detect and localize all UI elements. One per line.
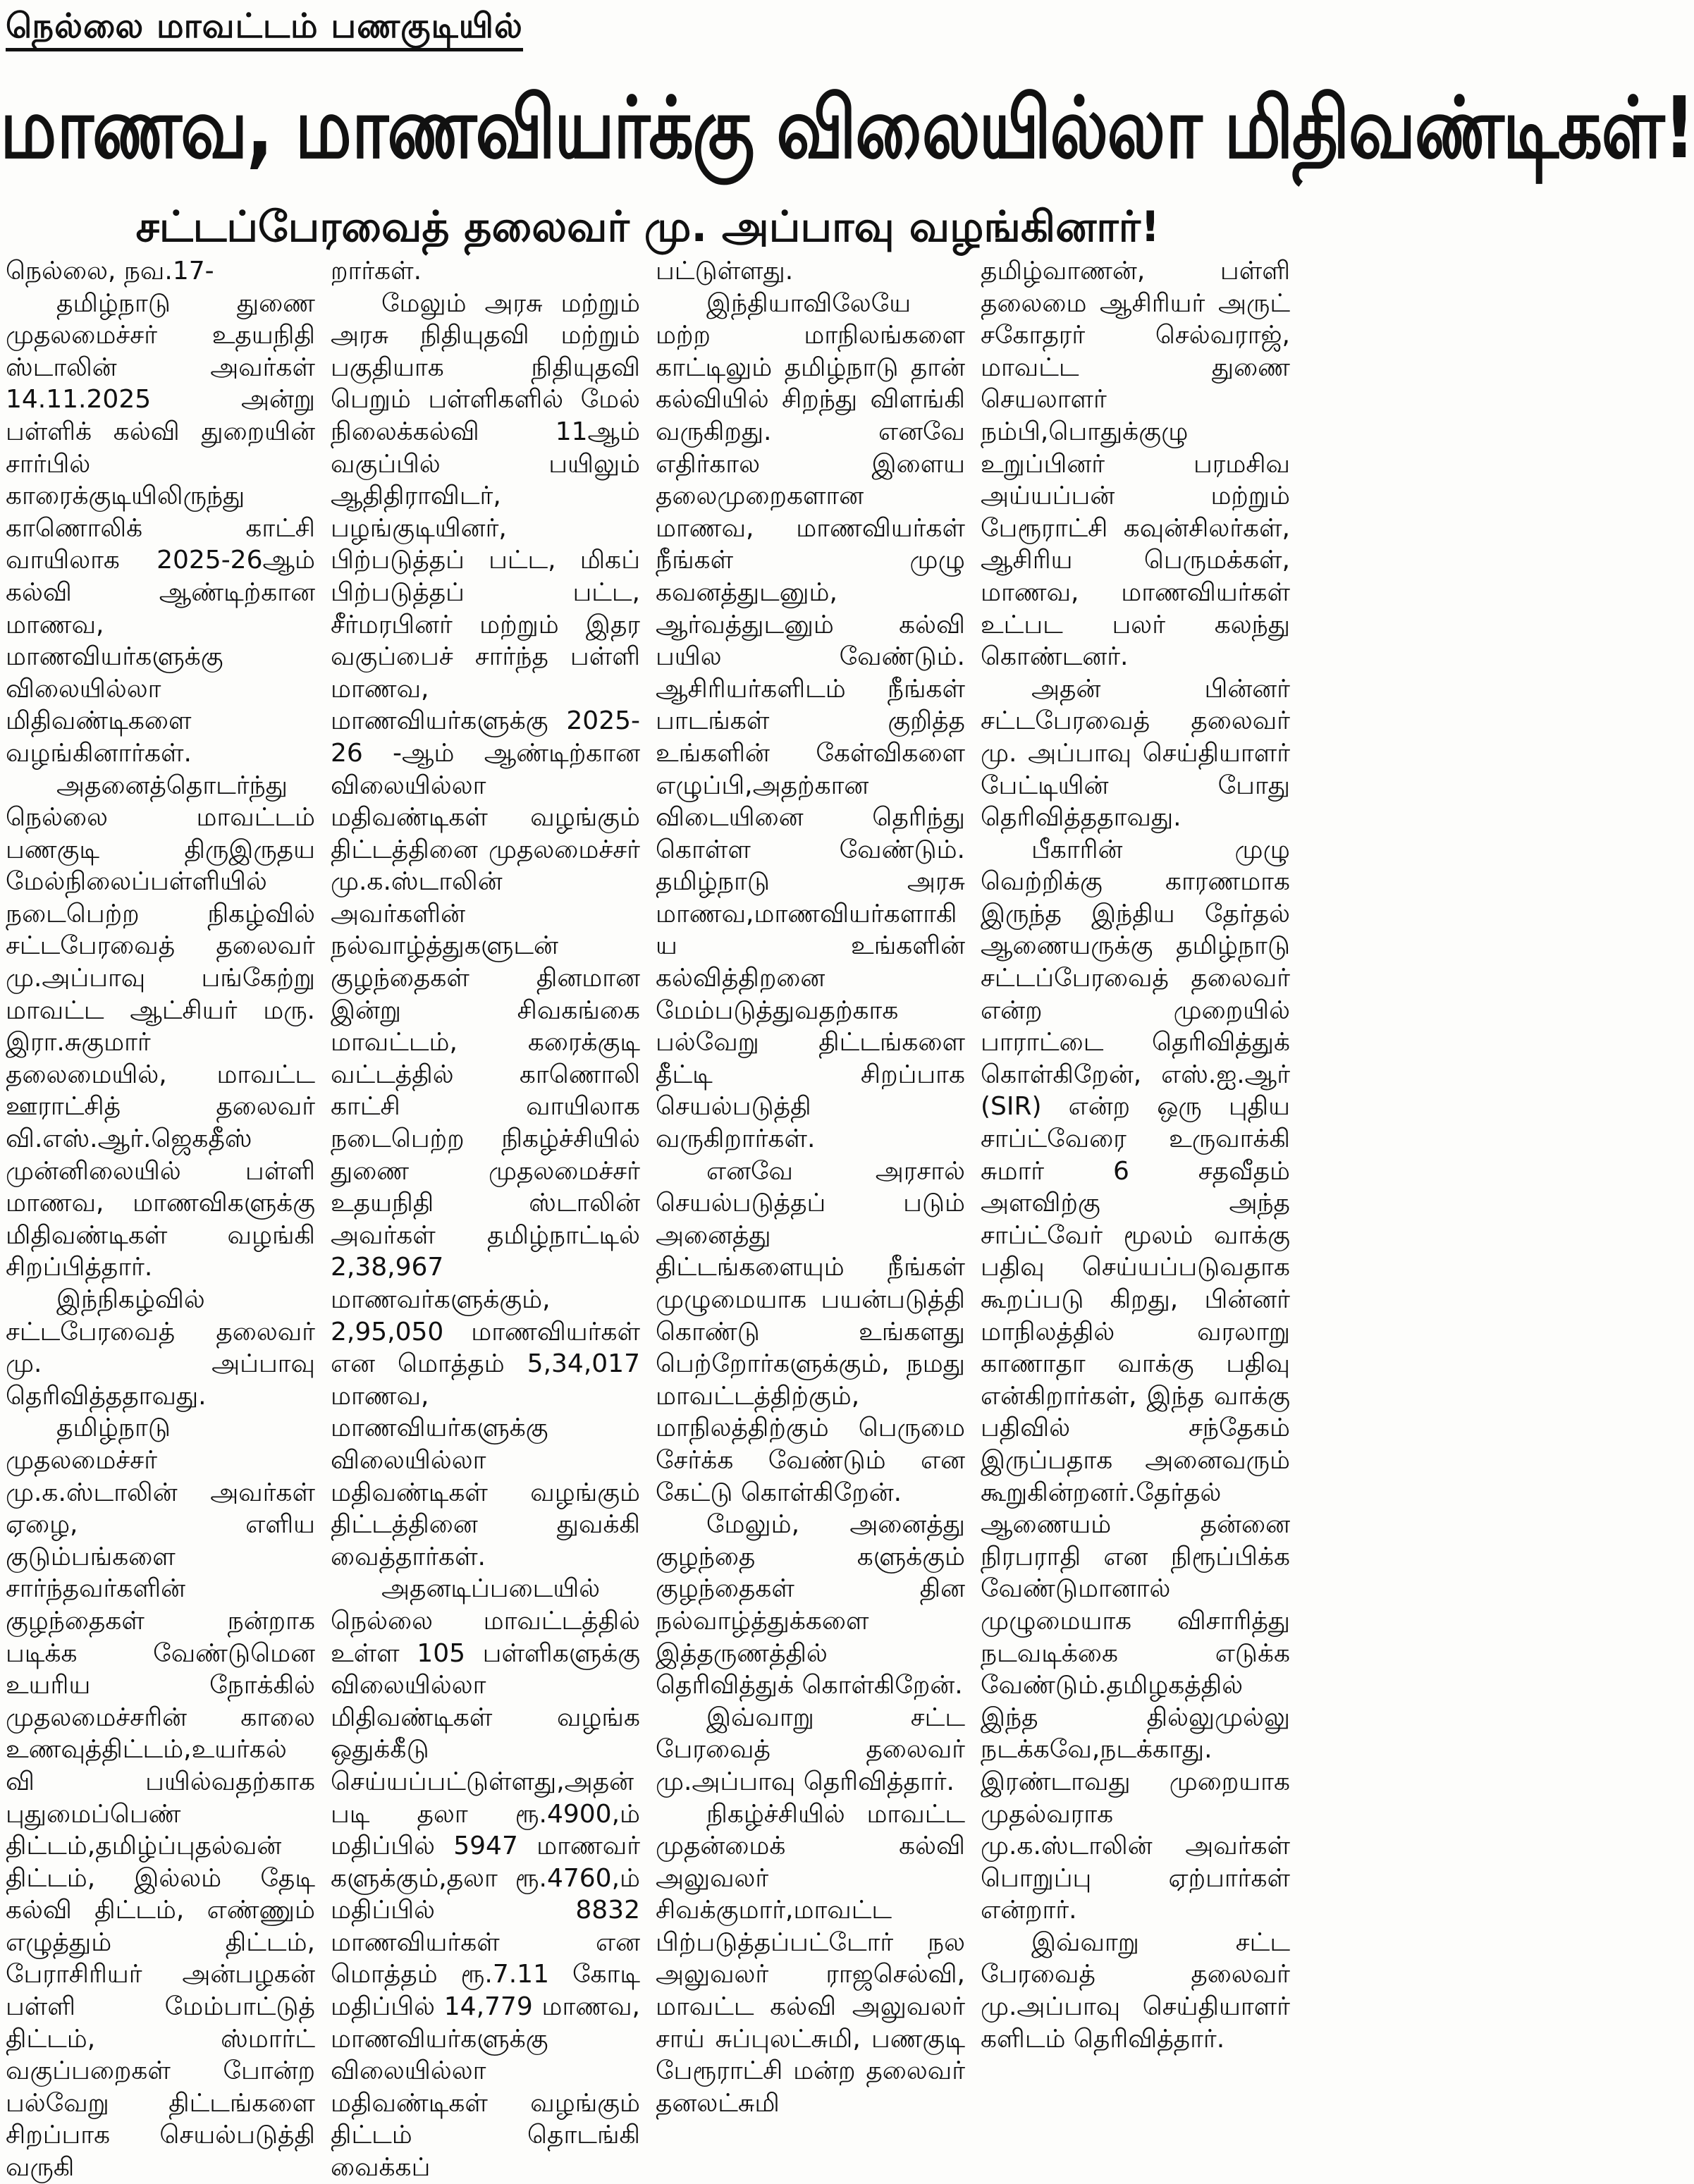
paragraph: இந்தியாவிலேயே மற்ற மாநிலங்களை காட்டிலும் தமிழ்நாடு தான் கல்வியில் சிறந்து விளங்கி வருகிறது. எனவே எதிர்கால இளைய தலைமுறைகளான மாணவ, மாணவியர்கள் நீங்கள் முழு கவனத்துடனும், ஆர்வத்துடனும் கல்வி பயில வேண்டும். ஆசிரியர்களிடம் நீங்கள் பாடங்கள் குறித்த உங்களின் கேள்விகளை எழுப்பி,அதற்கான விடையினை தெரிந்து கொள்ள வேண்டும். தமிழ்நாடு அரசு மாணவ,மாணவியர்களாகிய உங்களின் கல்வித்திறனை மேம்படுத்துவதற்காக பல்வேறு திட்டங்களை தீட்டி சிறப்பாக செயல்படுத்தி வருகிறார்கள். bbox=[656, 288, 965, 1154]
paragraph: தமிழ்நாடு துணை முதலமைச்சர் உதயநிதி ஸ்டாலின் அவர்கள் 14.11.2025 அன்று பள்ளிக் கல்வி துறையின் சார்பில் காரைக்குடியிலிருந்து காணொலிக் காட்சி வாயிலாக 2025-26ஆம் கல்வி ஆண்டிற்கான மாணவ, மாணவியர்களுக்கு விலையில்லா மிதிவண்டிகளை வழங்கினார்கள். bbox=[6, 288, 315, 768]
article-body bbox=[6, 255, 1290, 2183]
paragraph: இந்நிகழ்வில் சட்டபேரவைத் தலைவர் மு. அப்பாவு தெரிவித்ததாவது. bbox=[6, 1285, 315, 1411]
kicker: நெல்லை மாவட்டம் பணகுடியில் bbox=[6, 4, 523, 51]
column-1 bbox=[6, 255, 315, 2184]
dateline: நெல்லை, நவ.17- bbox=[6, 257, 214, 286]
paragraph: எனவே அரசால் செயல்படுத்தப் படும் அனைத்து திட்டங்களையும் நீங்கள் முழுமையாக பயன்படுத்தி கொண்டு உங்களது பெற்றோர்களுக்கும், நமது மாவட்டத்திற்கும், மாநிலத்திற்கும் பெருமை சேர்க்க வேண்டும் என கேட்டு கொள்கிறேன். bbox=[656, 1156, 965, 1507]
paragraph: மேலும் அரசு மற்றும் அரசு நிதியுதவி மற்றும் பகுதியாக நிதியுதவி பெறும் பள்ளிகளில் மேல் நிலைக்கல்வி 11ஆம் வகுப்பில் பயிலும் ஆதிதிராவிடர், பழங்குடியினர், பிற்படுத்தப் பட்ட, மிகப் பிற்படுத்தப் பட்ட, சீர்மரபினர் மற்றும் இதர வகுப்பைச் சார்ந்த பள்ளி மாணவ, மாணவியர்களுக்கு 2025-26 -ஆம் ஆண்டிற்கான விலையில்லா மதிவண்டிகள் வழங்கும் திட்டத்தினை முதலமைச்சர் மு.க.ஸ்டாலின் அவர்களின் நல்வாழ்த்துகளுடன் குழந்தைகள் தினமான இன்று சிவகங்கை மாவட்டம், கரைக்குடி வட்டத்தில் காணொலி காட்சி வாயிலாக நடைபெற்ற நிகழ்ச்சியில் துணை முதலமைச்சர் உதயநிதி ஸ்டாலின் அவர்கள் தமிழ்நாட்டில் 2,38,967 மாணவர்களுக்கும், 2,95,050 மாணவியர்கள் என மொத்தம் 5,34,017 மாணவ, மாணவியர்களுக்கு விலையில்லா மதிவண்டிகள் வழங்கும் திட்டத்தினை துவக்கி வைத்தார்கள். bbox=[331, 288, 640, 1571]
subheadline: சட்டப்பேரவைத் தலைவர் மு. அப்பாவு வழங்கினார்! bbox=[135, 202, 1160, 252]
paragraph: இவ்வாறு சட்ட பேரவைத் தலைவர் மு.அப்பாவு செய்தியாளர் களிடம் தெரிவித்தார். bbox=[981, 1927, 1290, 2054]
paragraph: இவ்வாறு சட்ட பேரவைத் தலைவர் மு.அப்பாவு தெரிவித்தார். bbox=[656, 1703, 965, 1796]
paragraph: பீகாரின் முழு வெற்றிக்கு காரணமாக இருந்த இந்திய தேர்தல் ஆணையருக்கு தமிழ்நாடு சட்டப்பேரவைத் தலைவர் என்ற முறையில் பாராட்டை தெரிவித்துக் கொள்கிறேன், எஸ்.ஐ.ஆர் (SIR) என்ற ஒரு புதிய சாப்ட்வேரை உருவாக்கி சுமார் 6 சதவீதம் அளவிற்கு அந்த சாப்ட்வேர் மூலம் வாக்கு பதிவு செய்யப்படுவதாக கூறப்படு கிறது, பின்னர் மாநிலத்தில் வரலாறு காணாதா வாக்கு பதிவு என்கிறார்கள், இந்த வாக்கு பதிவில் சந்தேகம் இருப்பதாக அனைவரும் கூறுகின்றனர்.தேர்தல் ஆணையம் தன்னை நிரபராதி என நிரூப்பிக்க வேண்டுமானால் முழுமையாக விசாரித்து நடவடிக்கை எடுக்க வேண்டும்.தமிழகத்தில் இந்த தில்லுமுல்லு நடக்கவே,நடக்காது. இரண்டாவது முறையாக முதல்வராக மு.க.ஸ்டாலின் அவர்கள் பொறுப்பு ஏற்பார்கள் என்றார். bbox=[981, 835, 1290, 1925]
paragraph: தமிழ்நாடு முதலமைச்சர் மு.க.ஸ்டாலின் அவர்கள் ஏழை, எளிய குடும்பங்களை சார்ந்தவர்களின் குழந்தைகள் நன்றாக படிக்க வேண்டுமென உயரிய நோக்கில் முதலமைச்சரின் காலை உணவுத்திட்டம்,உயர்கல்வி பயில்வதற்காக புதுமைப்பெண் திட்டம்,தமிழ்ப்புதல்வன் திட்டம், இல்லம் தேடி கல்வி திட்டம், எண்ணும் எழுத்தும் திட்டம், பேராசிரியர் அன்பழகன் பள்ளி மேம்பாட்டுத் திட்டம், ஸ்மார்ட் வகுப்பறைகள் போன்ற பல்வேறு திட்டங்களை சிறப்பாக செயல்படுத்தி வருகி bbox=[6, 1413, 315, 2183]
column-2 bbox=[331, 255, 640, 2184]
paragraph: அதனைத்தொடர்ந்து நெல்லை மாவட்டம் பணகுடி திருஇருதய மேல்நிலைப்பள்ளியில் நடைபெற்ற நிகழ்வில் சட்டபேரவைத் தலைவர் மு.அப்பாவு பங்கேற்று மாவட்ட ஆட்சியர் மரு. இரா.சுகுமார் தலைமையில், மாவட்ட ஊராட்சித் தலைவர் வி.எஸ்.ஆர்.ஜெகதீஸ் முன்னிலையில் பள்ளி மாணவ, மாணவிகளுக்கு மிதிவண்டிகள் வழங்கி சிறப்பித்தார். bbox=[6, 771, 315, 1282]
paragraph: நிகழ்ச்சியில் மாவட்ட முதன்மைக் கல்வி அலுவலர் சிவக்குமார்,மாவட்ட பிற்படுத்தப்பட்டோர் நல அலுவலர் ராஜசெல்வி, மாவட்ட கல்வி அலுவலர் சாய் சுப்புலட்சுமி, பணகுடி பேரூராட்சி மன்ற தலைவர் தனலட்சுமி bbox=[656, 1799, 965, 2118]
column-4 bbox=[981, 255, 1290, 2184]
paragraph: பட்டுள்ளது. bbox=[656, 257, 794, 286]
paragraph: அதனடிப்படையில் நெல்லை மாவட்டத்தில் உள்ள 105 பள்ளிகளுக்கு விலையில்லா மிதிவண்டிகள் வழங்க ஒதுக்கீடு செய்யப்பட்டுள்ளது,அதன்படி தலா ரூ.4900,ம் மதிப்பில் 5947 மாணவர் களுக்கும்,தலா ரூ.4760,ம் மதிப்பில் 8832 மாணவியர்கள் என மொத்தம் ரூ.7.11 கோடி மதிப்பில் 14,779 மாணவ, மாணவியர்களுக்கு விலையில்லா மதிவண்டிகள் வழங்கும் திட்டம் தொடங்கி வைக்கப் bbox=[331, 1574, 640, 2183]
paragraph: தமிழ்வாணன், பள்ளி தலைமை ஆசிரியர் அருட் சகோதரர் செல்வராஜ், மாவட்ட துணை செயலாளர் நம்பி,பொதுக்குழு உறுப்பினர் பரமசிவ அய்யப்பன் மற்றும் பேரூராட்சி கவுன்சிலர்கள், ஆசிரிய பெருமக்கள், மாணவ, மாணவியர்கள் உட்பட பலர் கலந்து கொண்டனர். bbox=[981, 257, 1290, 672]
headline: மாணவ, மாணவியர்க்கு விலையில்லா மிதிவண்டிகள்! bbox=[0, 78, 1694, 178]
paragraph: மேலும், அனைத்து குழந்தை களுக்கும் குழந்தைகள் தின நல்வாழ்த்துக்களை இத்தருணத்தில் தெரிவித்துக் கொள்கிறேன். bbox=[656, 1510, 965, 1700]
paragraph: அதன் பின்னர் சட்டபேரவைத் தலைவர் மு. அப்பாவு செய்தியாளர் பேட்டியின் போது தெரிவித்ததாவது. bbox=[981, 674, 1290, 833]
paragraph: றார்கள். bbox=[331, 257, 422, 286]
column-3 bbox=[656, 255, 965, 2184]
